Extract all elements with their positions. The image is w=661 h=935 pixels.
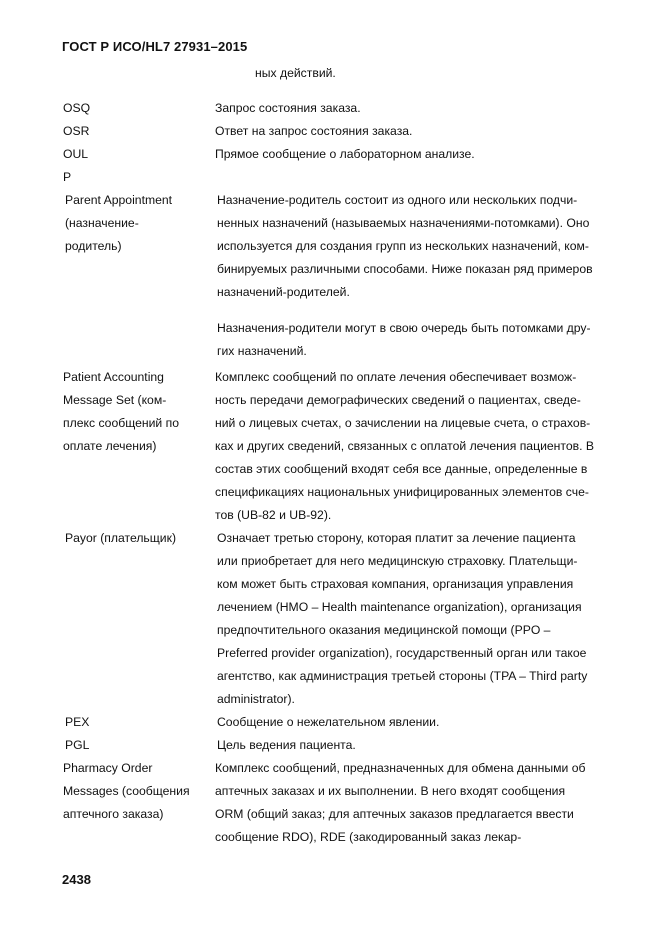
- glossary-term: [63, 97, 208, 120]
- term-line: аптечного заказа): [63, 807, 164, 821]
- glossary-term: [63, 757, 208, 826]
- definition-line: сообщение RDO), RDE (закодированный заказ лекар-: [215, 830, 522, 844]
- glossary-term: [63, 143, 208, 166]
- glossary-term: [63, 166, 208, 189]
- definition-line: Комплекс сообщений, предназначенных для обмена данными об: [215, 761, 586, 775]
- definition-paragraph: [215, 757, 635, 849]
- term-line: оплате лечения): [63, 439, 157, 453]
- term-line: Messages (сообщения: [63, 784, 190, 798]
- definition-line: гих назначений.: [217, 344, 307, 358]
- definition-paragraph: [217, 734, 637, 757]
- definition-line: Комплекс сообщений по оплате лечения обеспечивает возмож-: [215, 370, 577, 384]
- glossary-term: [65, 527, 210, 550]
- definition-line: агентство, как администрация третьей стороны (TPA – Third party: [217, 669, 588, 683]
- glossary-term: [63, 366, 208, 458]
- definition-line: ненных назначений (называемых назначениями-потомками). Оно: [217, 216, 590, 230]
- term-line: Pharmacy Order: [63, 761, 153, 775]
- definition-line: используется для создания групп из нескольких назначений, ком-: [217, 239, 589, 253]
- definition-line: Запрос состояния заказа.: [215, 101, 361, 115]
- glossary-definition: [215, 757, 635, 849]
- page-number: 2438: [62, 872, 91, 887]
- definition-line: бинируемых различными способами. Ниже показан ряд примеров: [217, 262, 593, 276]
- definition-line: Назначение-родитель состоит из одного или нескольких подчи-: [217, 193, 578, 207]
- term-line: OSQ: [63, 101, 91, 115]
- glossary-definition: [215, 143, 635, 166]
- term-line: Patient Accounting: [63, 370, 164, 384]
- term-line: P: [63, 170, 72, 184]
- definition-line: предпочтительного оказания медицинской помощи (PPO –: [217, 623, 551, 637]
- definition-paragraph: [215, 120, 635, 143]
- definition-line: ность передачи демографических сведений о пациентах, сведе-: [215, 393, 581, 407]
- definition-paragraph: [215, 97, 635, 120]
- definition-line: ORM (общий заказ; для аптечных заказов предлагается ввести: [215, 807, 574, 821]
- definition-paragraph: [215, 366, 635, 527]
- definition-line: или приобретает для него медицинскую страховку. Плательщи-: [217, 554, 578, 568]
- definition-line: Назначения-родители могут в свою очередь быть потомками дру-: [217, 321, 591, 335]
- glossary-definition: [215, 120, 635, 143]
- definition-paragraph: [217, 527, 637, 711]
- definition-line: тов (UB-82 и UB-92).: [215, 508, 332, 522]
- glossary-definition: [217, 734, 637, 757]
- definition-paragraph: [215, 143, 635, 166]
- glossary-definition: [215, 97, 635, 120]
- glossary-definition: [217, 527, 637, 711]
- definition-paragraph: [217, 711, 637, 734]
- definition-line: ках и других сведений, связанных с оплатой лечения пациентов. В: [215, 439, 594, 453]
- definition-paragraph: [217, 317, 637, 363]
- definition-line: ком может быть страховая компания, организация управления: [217, 577, 574, 591]
- definition-line: Цель ведения пациента.: [217, 738, 356, 752]
- definition-line: лечением (HMO – Health maintenance organization), организация: [217, 600, 582, 614]
- definition-line: состав этих сообщений входят себя все данные, определенные в: [215, 462, 588, 476]
- definition-line: Ответ на запрос состояния заказа.: [215, 124, 413, 138]
- definition-line: спецификациях национальных унифицированных элементов сче-: [215, 485, 589, 499]
- term-line: (назначение-: [65, 216, 139, 230]
- glossary-term: [65, 189, 210, 258]
- glossary-definition: [217, 189, 637, 363]
- term-line: плекс сообщений по: [63, 416, 179, 430]
- glossary-term: [65, 711, 210, 734]
- definition-line: назначений-родителей.: [217, 285, 350, 299]
- definition-line: Означает третью сторону, которая платит за лечение пациента: [217, 531, 576, 545]
- definition-line: Сообщение о нежелательном явлении.: [217, 715, 440, 729]
- term-line: родитель): [65, 239, 122, 253]
- definition-line: ний о лицевых счетах, о зачислении на лицевые счета, о страхов-: [215, 416, 591, 430]
- term-line: PGL: [65, 738, 90, 752]
- term-line: Parent Appointment: [65, 193, 173, 207]
- term-line: PEX: [65, 715, 90, 729]
- definition-line: administrator).: [217, 692, 295, 706]
- glossary-term: [65, 734, 210, 757]
- glossary-definition: [215, 366, 635, 527]
- term-line: Payor (плательщик): [65, 531, 177, 545]
- continuation-text: ных действий.: [255, 66, 336, 80]
- term-line: Message Set (ком-: [63, 393, 167, 407]
- term-line: OUL: [63, 147, 89, 161]
- page-header: ГОСТ Р ИСО/HL7 27931–2015: [62, 39, 248, 54]
- definition-line: Preferred provider organization), государственный орган или такое: [217, 646, 587, 660]
- definition-paragraph: [217, 189, 637, 304]
- glossary-definition: [217, 711, 637, 734]
- definition-line: Прямое сообщение о лабораторном анализе.: [215, 147, 475, 161]
- definition-line: аптечных заказах и их выполнении. В него входят сообщения: [215, 784, 566, 798]
- term-line: OSR: [63, 124, 90, 138]
- glossary-term: [63, 120, 208, 143]
